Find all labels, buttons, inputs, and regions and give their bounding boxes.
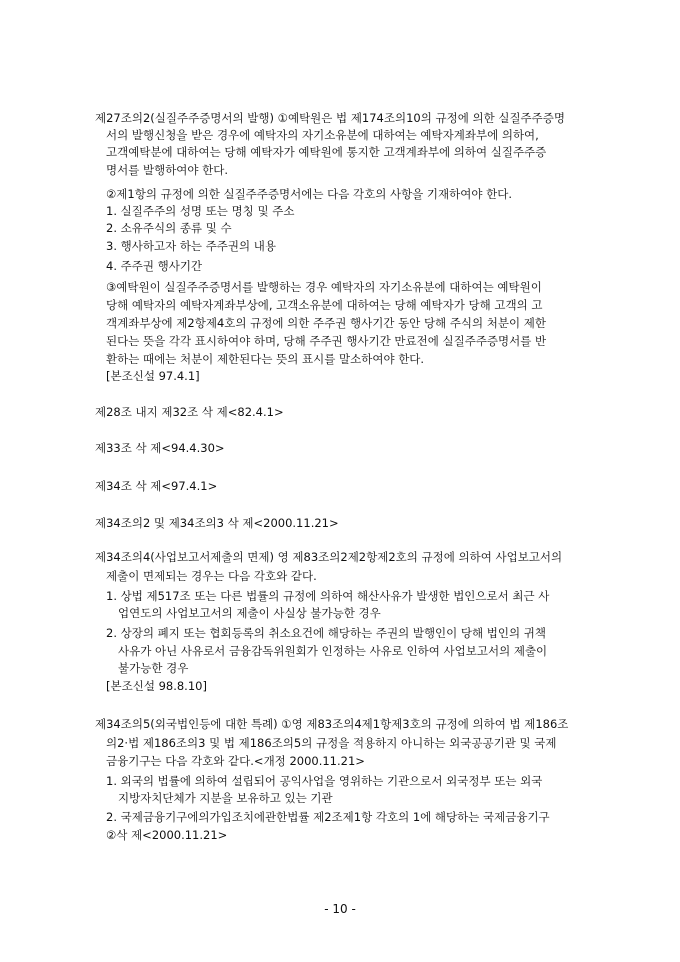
article-33-deleted: 제33조 삭 제<94.4.30> — [95, 441, 225, 455]
text-line: 환하는 때에는 처분이 제한된다는 뜻의 표시를 말소하여야 한다. — [106, 352, 425, 366]
text-line: 고객예탁분에 대하여는 당해 예탁자가 예탁원에 통지한 고객계좌부에 의하여 실질주주증 — [106, 145, 547, 159]
list-item-continued: 불가능한 경우 — [118, 661, 189, 675]
list-item: 1. 외국의 법률에 의하여 설립되어 공익사업을 영위하는 기관으로서 외국정부 또는 외국 — [106, 774, 543, 788]
list-item: 2. 국제금융기구에의가입조치에관한법률 제2조제1항 각호의 1에 해당하는 국제금융기구 — [106, 810, 550, 824]
text-line: 당해 예탁자의 예탁자계좌부상에, 고객소유분에 대하여는 당해 예탁자가 당해 고객의 고 — [106, 298, 543, 312]
text-line: 제34조의5(외국법인등에 대한 특례) ①영 제83조의4제1항제3호의 규정에 의하여 법 제186조 — [95, 717, 569, 731]
list-item: 2. 소유주식의 종류 및 수 — [106, 221, 232, 235]
list-item: 2. 상장의 폐지 또는 협회등록의 취소요건에 해당하는 주권의 발행인이 당해 법인의 귀책 — [106, 626, 546, 640]
text-line: 제34조의4(사업보고서제출의 면제) 영 제83조의2제2항제2호의 규정에 의하여 사업보고서의 — [95, 550, 563, 564]
text-line: 명서를 발행하여야 한다. — [106, 163, 229, 177]
text-line: 된다는 뜻을 각각 표시하여야 하며, 당해 주주권 행사기간 만료전에 실질주주증명서를 반 — [106, 334, 547, 348]
page-number: - 10 - — [324, 902, 356, 916]
text-line: 금융기구는 다음 각호와 같다.<개정 2000.11.21> — [106, 754, 365, 768]
text-line: ③예탁원이 실질주주증명서를 발행하는 경우 예탁자의 자기소유분에 대하여는 예탁원이 — [106, 280, 542, 294]
article-34-2-3-deleted: 제34조의2 및 제34조의3 삭 제<2000.11.21> — [95, 516, 339, 530]
text-line: ②제1항의 규정에 의한 실질주주증명서에는 다음 각호의 사항을 기재하여야 한다. — [106, 187, 513, 201]
amendment-note: [본조신설 97.4.1] — [106, 369, 200, 383]
article-34-deleted: 제34조 삭 제<97.4.1> — [95, 479, 218, 493]
list-item-continued: 사유가 아닌 사유로서 금융감독위원회가 인정하는 사유로 인하여 사업보고서의 제출이 — [118, 644, 548, 658]
list-item: 1. 실질주주의 성명 또는 명칭 및 주소 — [106, 204, 295, 218]
list-item: 3. 행사하고자 하는 주주권의 내용 — [106, 239, 277, 253]
text-line: 제27조의2(실질주주증명서의 발행) ①예탁원은 법 제174조의10의 규정에 의한 실질주주증명 — [95, 111, 565, 125]
article-28-32-deleted: 제28조 내지 제32조 삭 제<82.4.1> — [95, 405, 284, 419]
text-line: ②삭 제<2000.11.21> — [106, 828, 228, 842]
text-line: 의2·법 제186조의3 및 법 제186조의5의 규정을 적용하지 아니하는 외국공공기관 및 국제 — [106, 736, 557, 750]
list-item: 1. 상법 제517조 또는 다른 법률의 규정에 의하여 해산사유가 발생한 법인으로서 최근 사 — [106, 589, 550, 603]
amendment-note: [본조신설 98.8.10] — [106, 679, 207, 693]
list-item-continued: 업연도의 사업보고서의 제출이 사실상 불가능한 경우 — [118, 606, 381, 620]
text-line: 제출이 면제되는 경우는 다음 각호와 같다. — [106, 569, 317, 583]
list-item-continued: 지방자치단체가 지분을 보유하고 있는 기관 — [118, 791, 333, 805]
text-line: 객계좌부상에 제2항제4호의 규정에 의한 주주권 행사기간 동안 당해 주식의 처분이 제한 — [106, 316, 546, 330]
list-item: 4. 주주권 행사기간 — [106, 259, 203, 273]
text-line: 서의 발행신청을 받은 경우에 예탁자의 자기소유분에 대하여는 예탁자계좌부에 의하여, — [106, 128, 539, 142]
